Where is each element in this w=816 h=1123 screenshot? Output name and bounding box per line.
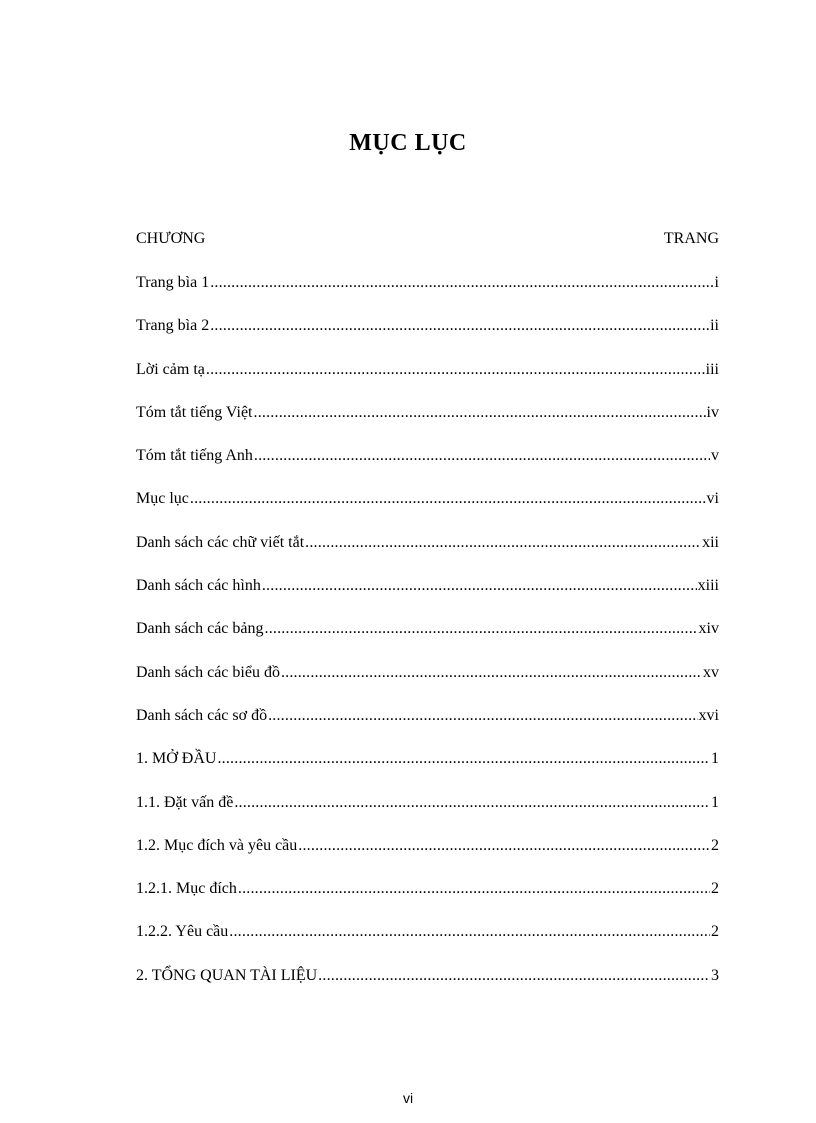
toc-entry[interactable]: [136, 664, 719, 707]
toc-entry-label: Trang bìa 1: [136, 274, 210, 291]
toc-dot-leader: [190, 490, 706, 508]
toc-entry-label: Danh sách các sơ đồ: [136, 706, 268, 724]
table-of-contents: [136, 274, 719, 1010]
toc-dot-leader: [229, 923, 710, 941]
toc-dot-leader: [238, 880, 710, 898]
toc-entry[interactable]: [136, 490, 719, 533]
toc-entry-page: iii: [705, 360, 719, 378]
toc-entry-page: 1: [711, 750, 719, 768]
toc-entry-page: xiv: [698, 620, 719, 638]
toc-dot-leader: [298, 837, 710, 855]
toc-entry-label: Danh sách các chữ viết tắt: [136, 533, 305, 551]
toc-dot-leader: [318, 967, 710, 985]
toc-entry-page: 1: [711, 793, 719, 811]
toc-dot-leader: [268, 707, 697, 725]
toc-dot-leader: [305, 534, 701, 552]
toc-entry[interactable]: [136, 577, 719, 620]
toc-dot-leader: [210, 317, 709, 335]
toc-dot-leader: [234, 794, 710, 812]
toc-entry-label: Lời cảm tạ: [136, 360, 205, 378]
toc-entry[interactable]: [136, 794, 719, 837]
toc-entry-page: vi: [706, 490, 719, 508]
toc-dot-leader: [217, 750, 710, 768]
toc-entry-label: 2. TỔNG QUAN TÀI LIỆU: [136, 966, 318, 984]
toc-dot-leader: [281, 664, 702, 682]
toc-entry-label: 1. MỞ ĐẦU: [136, 750, 217, 768]
toc-entry-label: Tóm tắt tiếng Việt: [136, 403, 253, 421]
toc-entry-label: Danh sách các biểu đồ: [136, 663, 280, 681]
toc-entry[interactable]: [136, 750, 719, 793]
toc-entry[interactable]: [136, 447, 719, 490]
toc-entry[interactable]: [136, 880, 719, 923]
toc-entry-page: xiii: [697, 577, 719, 595]
toc-entry-page: xvi: [698, 706, 719, 724]
toc-entry-page: xii: [702, 533, 719, 551]
toc-entry-page: xv: [703, 663, 719, 681]
page-number-footer: vi: [402, 1090, 414, 1106]
toc-entry[interactable]: [136, 274, 719, 317]
toc-entry-page: 2: [711, 880, 719, 898]
toc-entry-label: Danh sách các bảng: [136, 620, 264, 638]
toc-entry-label: Mục lục: [136, 490, 189, 508]
toc-entry-label: Trang bìa 2: [136, 317, 210, 335]
toc-entry[interactable]: [136, 837, 719, 880]
toc-dot-leader: [254, 447, 710, 465]
toc-dot-leader: [206, 361, 705, 379]
toc-entry-label: Tóm tắt tiếng Anh: [136, 447, 253, 465]
toc-entry-label: 1.2. Mục đích và yêu cầu: [136, 836, 298, 854]
toc-entry-page: 2: [711, 923, 719, 941]
page-title: MỤC LỤC: [349, 130, 467, 156]
toc-entry[interactable]: [136, 707, 719, 750]
toc-entry[interactable]: [136, 534, 719, 577]
toc-entry-label: 1.1. Đặt vấn đề: [136, 793, 234, 811]
toc-entry-page: i: [714, 274, 719, 291]
toc-dot-leader: [265, 620, 698, 638]
page-column-label: TRANG: [663, 230, 719, 247]
toc-dot-leader: [254, 404, 706, 422]
toc-entry[interactable]: [136, 361, 719, 404]
toc-entry[interactable]: [136, 317, 719, 360]
toc-entry-page: iv: [706, 403, 719, 421]
toc-entry[interactable]: [136, 967, 719, 1010]
toc-entry[interactable]: [136, 923, 719, 966]
toc-entry-page: v: [711, 447, 719, 465]
toc-entry-label: Danh sách các hình: [136, 577, 261, 595]
toc-dot-leader: [210, 274, 713, 292]
toc-entry[interactable]: [136, 404, 719, 447]
toc-entry-label: 1.2.1. Mục đích: [136, 880, 237, 898]
toc-entry-page: ii: [710, 317, 719, 335]
toc-dot-leader: [262, 577, 697, 595]
chapter-column-label: CHƯƠNG: [136, 230, 206, 247]
toc-entry[interactable]: [136, 620, 719, 663]
toc-entry-page: 2: [711, 836, 719, 854]
toc-entry-label: 1.2.2. Yêu cầu: [136, 923, 229, 941]
toc-entry-page: 3: [711, 966, 719, 984]
toc-header: [136, 230, 719, 248]
